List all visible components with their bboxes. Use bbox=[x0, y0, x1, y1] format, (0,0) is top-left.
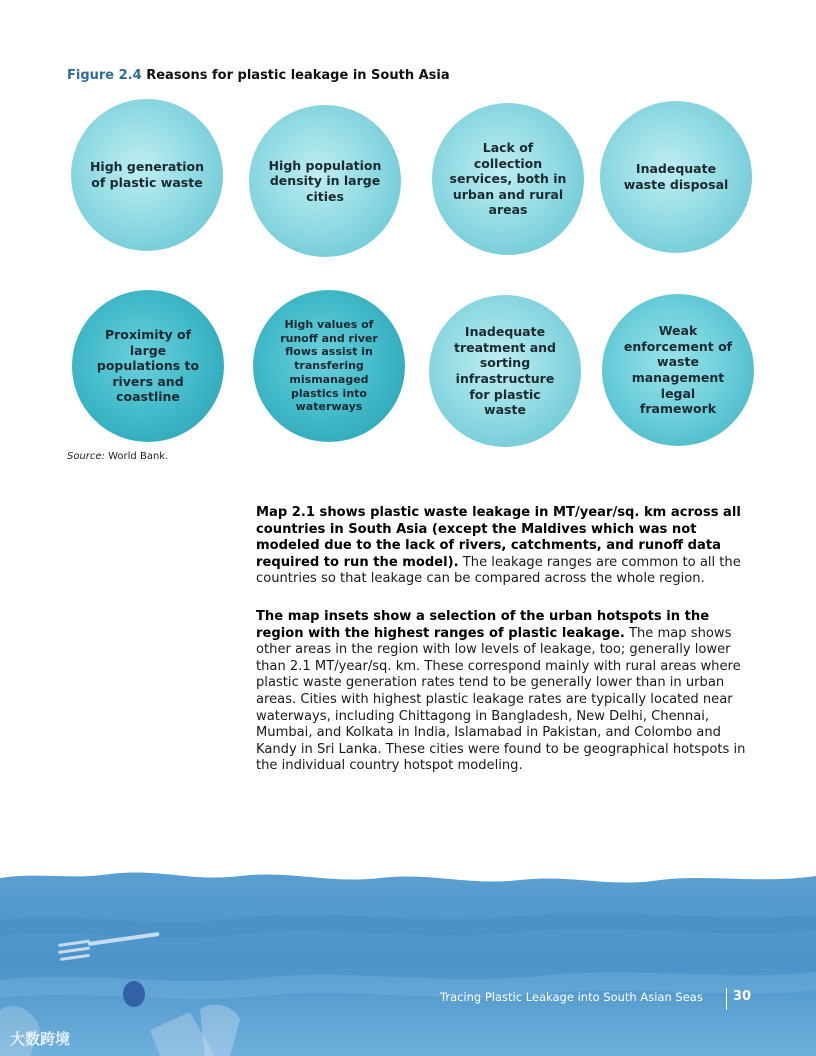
page-number: 30 bbox=[733, 989, 752, 1004]
reason-text: High population density in large cities bbox=[268, 157, 382, 204]
paragraph-lead: Map 2.1 shows plastic waste leakage in MT/year/sq. km across all countries in South Asia (except the Maldives which was not modeled due to the lack of rivers, catchments, and runoff data required to run the model). bbox=[256, 505, 741, 570]
reason-circle bbox=[249, 105, 401, 257]
source-label: Source: bbox=[67, 451, 105, 462]
figure-number: Figure 2.4 bbox=[67, 68, 142, 83]
reason-text: Weak enforcement of waste management legal framework bbox=[623, 323, 733, 417]
reason-text: Proximity of large populations to rivers and coastline bbox=[96, 326, 200, 405]
paragraph-lead: The map insets show a selection of the urban hotspots in the region with the highest ranges of plastic leakage. bbox=[256, 609, 710, 641]
figure-title-text: Reasons for plastic leakage in South Asia bbox=[146, 68, 450, 83]
source-text: World Bank. bbox=[104, 451, 169, 462]
paragraph bbox=[256, 505, 761, 588]
reason-text: Lack of collection services, both in urban and rural areas bbox=[449, 139, 567, 218]
reason-text: High values of runoff and river flows assist in transfering mismanaged plastics into waterways bbox=[280, 317, 378, 414]
footer-report-title: Tracing Plastic Leakage into South Asian Seas bbox=[440, 990, 703, 1004]
paragraph-body: The map shows other areas in the region with low levels of leakage, too; generally lower than 2.1 MT/year/sq. km. These correspond mainly with rural areas where plastic waste generation rates tend to be generally lower than in urban areas. Cities with highest plastic leakage rates are typically located near waterways, including Chittagong in Bangladesh, New Delhi, Chennai, Mumbai, and Kolkata in India, Islamabad in Pakistan, and Colombo and Kandy in Sri Lanka. These cities were found to be geographical hotspots in the individual country hotspot modeling. bbox=[256, 625, 746, 774]
footer-divider bbox=[726, 988, 727, 1010]
bottle-cap-icon bbox=[123, 981, 145, 1007]
reason-text: Inadequate treatment and sorting infrastructure for plastic waste bbox=[453, 324, 557, 418]
figure-source bbox=[67, 451, 168, 462]
water-background bbox=[0, 860, 816, 1056]
reason-circle bbox=[600, 101, 752, 253]
reason-circle bbox=[71, 99, 223, 251]
reason-text: High generation of plastic waste bbox=[89, 159, 205, 190]
reason-circle bbox=[72, 290, 224, 442]
reason-circle bbox=[602, 294, 754, 446]
reason-text: Inadequate waste disposal bbox=[623, 161, 729, 192]
reason-circle bbox=[432, 103, 584, 255]
reason-circle bbox=[253, 290, 405, 442]
watermark: 大数跨境 bbox=[10, 1030, 71, 1048]
paragraph bbox=[256, 609, 761, 775]
paragraph-body: The leakage ranges are common to all the countries so that leakage can be compared across the whole region. bbox=[256, 554, 741, 587]
reason-circle bbox=[429, 295, 581, 447]
figure-title bbox=[67, 68, 450, 83]
